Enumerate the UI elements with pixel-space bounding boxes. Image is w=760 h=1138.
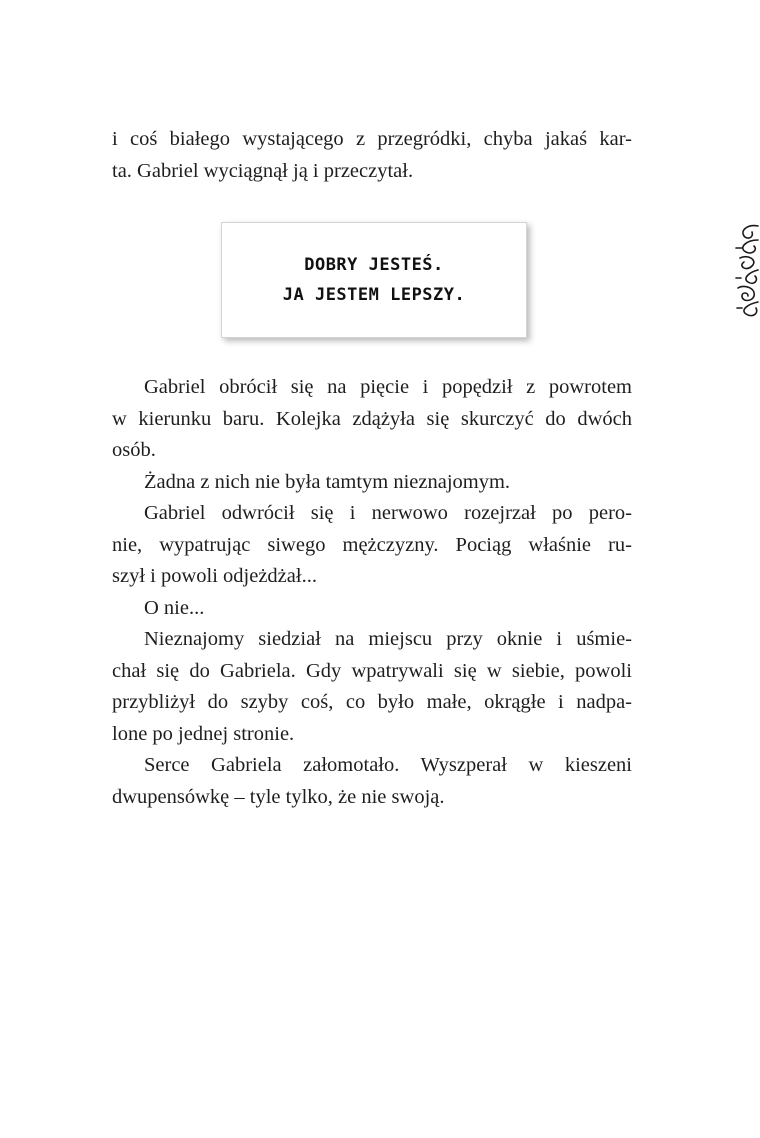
paragraph: [112, 467, 632, 499]
note-card-line-2: JA JESTEM LEPSZY.: [282, 285, 466, 305]
opening-paragraph: [112, 124, 632, 187]
text-line: lone po jednej stronie.: [112, 722, 295, 745]
text-line: Nieznajomy siedział na miejscu przy oknie i uśmie-: [144, 628, 632, 650]
note-card-line-1: DOBRY JESTEŚ.: [304, 255, 444, 275]
paragraph: [112, 593, 632, 625]
text-line: Serce Gabriela załomotało. Wyszperał w kieszeni: [144, 754, 632, 776]
text-line: chał się do Gabriela. Gdy wpatrywali się w siebie, powoli: [112, 659, 632, 682]
main-text: [112, 372, 632, 813]
paragraph: [112, 372, 632, 467]
text-line: i coś białego wystającego z przegródki, chyba jakaś kar-: [112, 128, 632, 150]
text-line: dwupensówkę – tyle tylko, że nie swoją.: [112, 785, 445, 808]
text-line: osób.: [112, 439, 156, 461]
text-line: O nie...: [144, 596, 205, 619]
note-card: [221, 222, 527, 338]
text-line: ta. Gabriel wyciągnął ją i przeczytał.: [112, 159, 414, 182]
paragraph: [112, 750, 632, 813]
text-line: szył i powoli odjeżdżał...: [112, 565, 317, 587]
text-line: Żadna z nich nie była tamtym nieznajomym.: [144, 470, 511, 493]
text-line: przybliżył do szyby coś, co było małe, okrągłe i nadpa-: [112, 691, 632, 713]
text-line: w kierunku baru. Kolejka zdążyła się skurczyć do dwóch: [112, 407, 632, 430]
text-line: Gabriel odwrócił się i nerwowo rozejrzał po pero-: [144, 502, 632, 524]
paragraph: [112, 624, 632, 750]
paragraph: [112, 498, 632, 593]
decorative-flourish-icon: [734, 218, 760, 320]
text-line: Gabriel obrócił się na pięcie i popędził z powrotem: [144, 376, 632, 398]
text-line: nie, wypatrując siwego mężczyzny. Pociąg właśnie ru-: [112, 533, 632, 556]
